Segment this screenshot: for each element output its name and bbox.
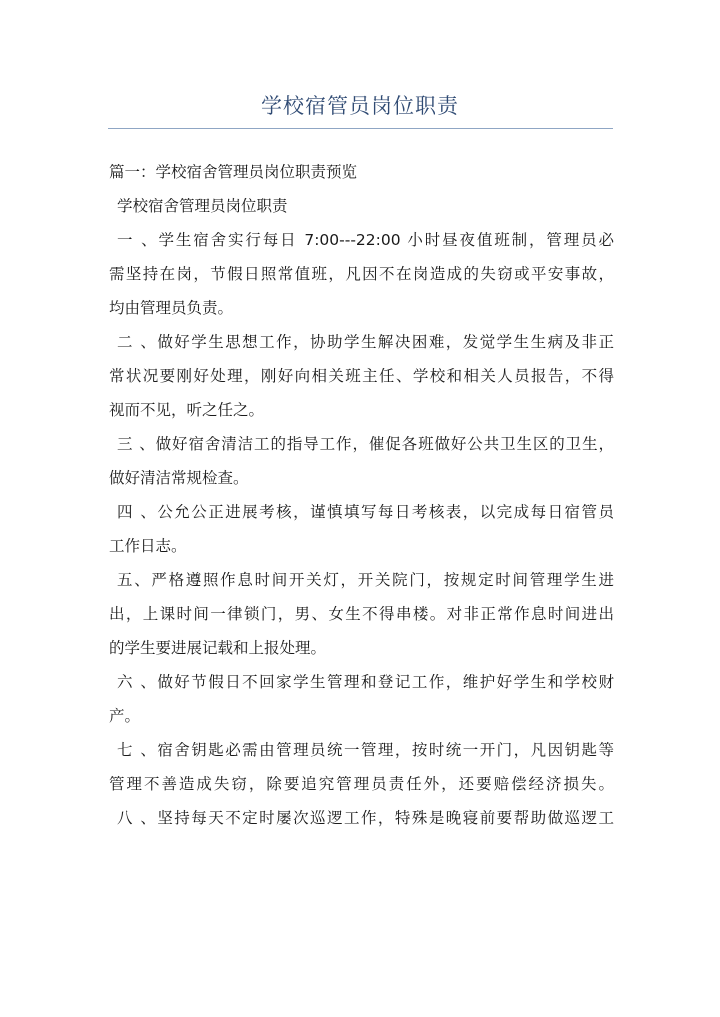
text-line: 八 、坚持每天不定时屡次巡逻工作，特殊是晚寝前要帮助做巡逻工 xyxy=(117,809,614,827)
text-line: 五、严格遵照作息时间开关灯，开关院门，按规定时间管理学生进 xyxy=(117,571,614,589)
text-line: 产。 xyxy=(109,707,141,725)
text-line: 三 、做好宿舍清洁工的指导工作，催促各班做好公共卫生区的卫生， xyxy=(117,435,614,453)
text-line: 工作日志。 xyxy=(109,537,187,555)
text-line: 七 、宿舍钥匙必需由管理员统一管理，按时统一开门，凡因钥匙等 xyxy=(117,741,614,759)
text-line: 一 、学生宿舍实行每日 7:00---22:00 小时昼夜值班制，管理员必 xyxy=(117,231,614,249)
document-body xyxy=(109,155,614,835)
text-line: 常状况要刚好处理，刚好向相关班主任、学校和相关人员报告，不得 xyxy=(109,367,614,385)
text-line: 视而不见，听之任之。 xyxy=(109,401,265,419)
text-line: 的学生要进展记载和上报处理。 xyxy=(109,639,327,657)
subheading: 学校宿舍管理员岗位职责 xyxy=(117,197,288,215)
text-line: 二 、做好学生思想工作，协助学生解决困难，发觉学生生病及非正 xyxy=(117,333,614,351)
section-heading: 篇一：学校宿舍管理员岗位职责预览 xyxy=(109,163,358,181)
text-line: 做好清洁常规检查。 xyxy=(109,469,249,487)
text-line: 需坚持在岗，节假日照常值班，凡因不在岗造成的失窃或平安事故， xyxy=(109,265,614,283)
text-line: 六 、做好节假日不回家学生管理和登记工作，维护好学生和学校财 xyxy=(117,673,614,691)
title-divider xyxy=(108,128,613,129)
text-line: 出，上课时间一律锁门，男、女生不得串楼。对非正常作息时间进出 xyxy=(109,605,614,623)
text-line: 均由管理员负责。 xyxy=(109,299,234,317)
text-line: 四 、公允公正进展考核，谨慎填写每日考核表，以完成每日宿管员 xyxy=(117,503,614,521)
text-line: 管理不善造成失窃，除要追究管理员责任外，还要赔偿经济损失。 xyxy=(109,775,614,793)
document-title: 学校宿管员岗位职责 xyxy=(261,94,459,118)
